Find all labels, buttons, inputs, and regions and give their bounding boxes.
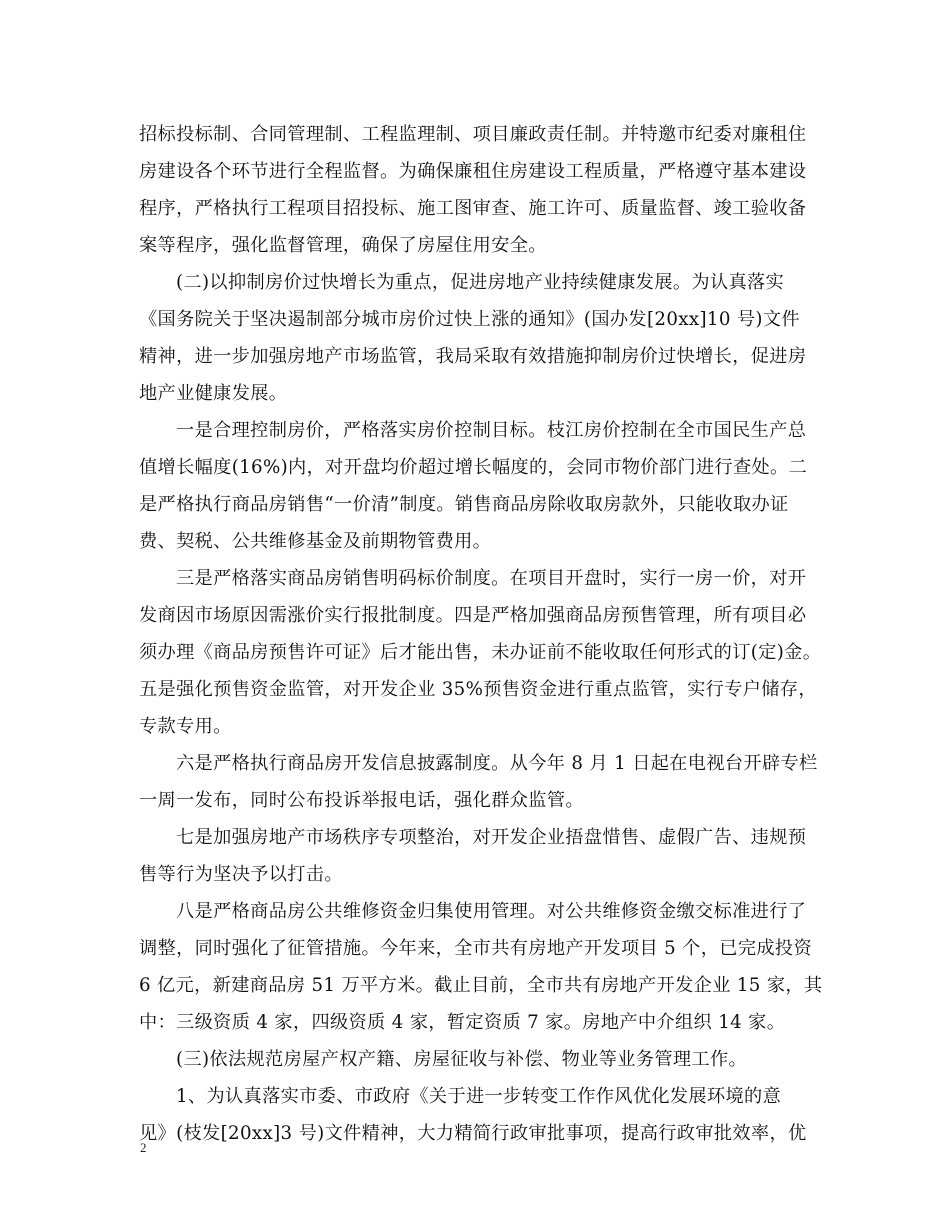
text-line: 案等程序，强化监督管理，确保了房屋住用安全。 xyxy=(139,235,547,256)
body-text xyxy=(139,116,823,1152)
text-line: 专款专用。 xyxy=(139,716,232,737)
text-line: 八是严格商品房公共维修资金归集使用管理。对公共维修资金缴交标准进行了 xyxy=(176,901,807,922)
text-line: (三)依法规范房屋产权产籍、房屋征收与补偿、物业等业务管理工作。 xyxy=(176,1049,748,1070)
text-line: 售等行为坚决予以打击。 xyxy=(139,864,343,885)
text-line: 程序，严格执行工程项目招投标、施工图审查、施工许可、质量监督、竣工验收备 xyxy=(139,198,807,219)
text-line: 《国务院关于坚决遏制部分城市房价过快上涨的通知》(国办发[20xx]10 号)文件 xyxy=(139,309,800,330)
text-line: 三是严格落实商品房销售明码标价制度。在项目开盘时，实行一房一价，对开 xyxy=(176,568,807,589)
text-line: 六是严格执行商品房开发信息披露制度。从今年 8 月 1 日起在电视台开辟专栏 xyxy=(176,753,818,774)
text-line: 招标投标制、合同管理制、工程监理制、项目廉政责任制。并特邀市纪委对廉租住 xyxy=(139,124,807,145)
text-line: 房建设各个环节进行全程监督。为确保廉租住房建设工程质量，严格遵守基本建设 xyxy=(139,161,807,182)
page-number: 2 xyxy=(140,1140,147,1155)
text-line: 6 亿元，新建商品房 51 万平方米。截止目前，全市共有房地产开发企业 15 家，其 xyxy=(139,975,823,996)
text-line: 调整，同时强化了征管措施。今年来，全市共有房地产开发项目 5 个，已完成投资 xyxy=(139,938,812,959)
text-line: 须办理《商品房预售许可证》后才能出售，未办证前不能收取任何形式的订(定)金。 xyxy=(139,642,822,663)
text-line: 五是强化预售资金监管，对开发企业 35%预售资金进行重点监管，实行专户储存， xyxy=(139,679,817,700)
text-line: 费、契税、公共维修基金及前期物管费用。 xyxy=(139,531,492,552)
text-line: 地产业健康发展。 xyxy=(139,383,288,404)
text-line: 七是加强房地产市场秩序专项整治，对开发企业捂盘惜售、虚假广告、违规预 xyxy=(176,827,807,848)
text-line: (二)以抑制房价过快增长为重点，促进房地产业持续健康发展。为认真落实 xyxy=(176,272,785,293)
text-line: 一是合理控制房价，严格落实房价控制目标。枝江房价控制在全市国民生产总 xyxy=(176,420,807,441)
text-line: 是严格执行商品房销售“一价清”制度。销售商品房除收取房款外，只能收取办证 xyxy=(139,494,789,515)
text-line: 精神，进一步加强房地产市场监管，我局采取有效措施抑制房价过快增长，促进房 xyxy=(139,346,807,367)
text-line: 1、为认真落实市委、市政府《关于进一步转变工作作风优化发展环境的意 xyxy=(176,1086,782,1107)
text-line: 发商因市场原因需涨价实行报批制度。四是严格加强商品房预售管理，所有项目必 xyxy=(139,605,807,626)
text-line: 见》(枝发[20xx]3 号)文件精神，大力精简行政审批事项，提高行政审批效率，优 xyxy=(139,1123,807,1144)
text-line: 值增长幅度(16%)内，对开盘均价超过增长幅度的，会同市物价部门进行查处。二 xyxy=(139,457,808,478)
text-line: 中：三级资质 4 家，四级资质 4 家，暂定资质 7 家。房地产中介组织 14 家。 xyxy=(139,1012,786,1033)
text-line: 一周一发布，同时公布投诉举报电话，强化群众监管。 xyxy=(139,790,584,811)
